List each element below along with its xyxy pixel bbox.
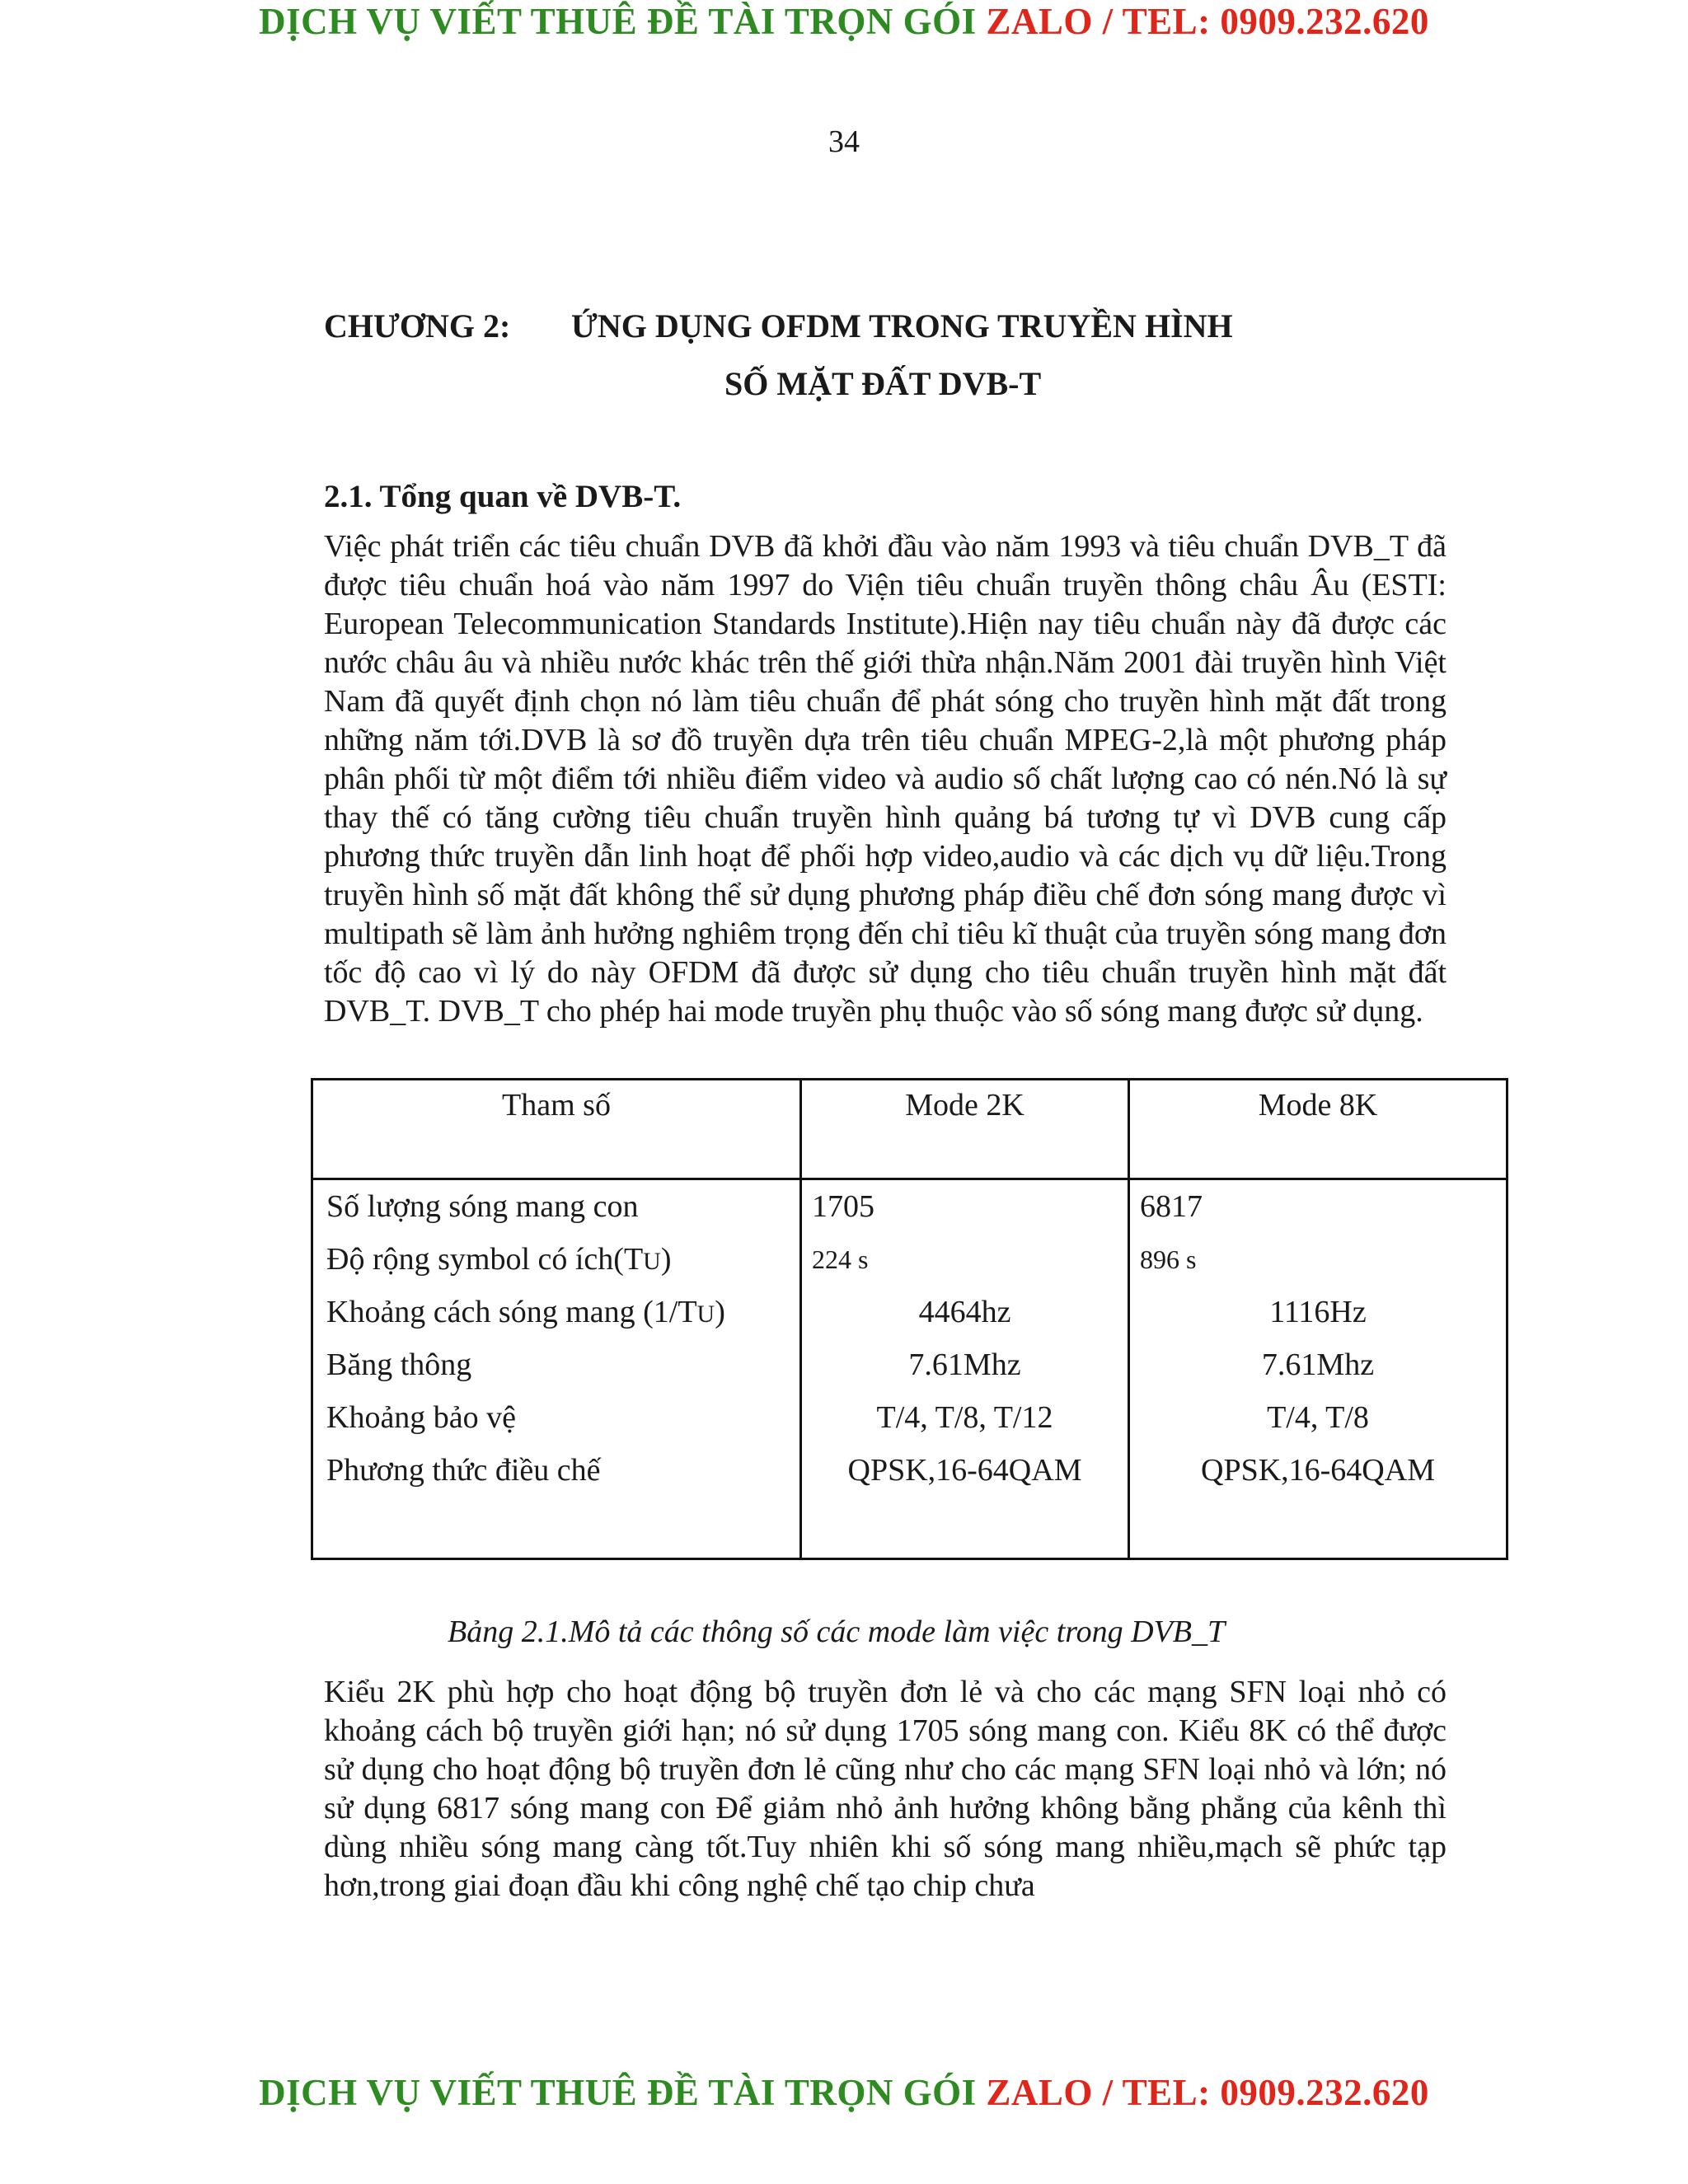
mode8k-bandwidth: 7.61Mhz bbox=[1261, 1347, 1375, 1382]
table-body-row bbox=[312, 1179, 1507, 1559]
mode2k-modulation: QPSK,16-64QAM bbox=[847, 1453, 1082, 1488]
param-symbol-width: Độ rộng symbol có ích(TU) bbox=[326, 1242, 672, 1277]
header-mode-2k: Mode 2K bbox=[801, 1080, 1129, 1179]
page-number: 34 bbox=[828, 124, 860, 159]
mode2k-symbol-width: 224 s bbox=[812, 1244, 869, 1274]
mode8k-modulation: QPSK,16-64QAM bbox=[1201, 1453, 1435, 1488]
param-subcarriers: Số lượng sóng mang con bbox=[326, 1189, 639, 1224]
header-banner bbox=[0, 0, 1688, 43]
mode8k-subcarriers: 6817 bbox=[1140, 1189, 1203, 1224]
header-param: Tham số bbox=[312, 1080, 801, 1179]
section-heading: 2.1. Tổng quan về DVB-T. bbox=[324, 479, 682, 514]
banner-contact-text: ZALO / TEL: 0909.232.620 bbox=[986, 1, 1429, 42]
parameters-table bbox=[311, 1078, 1508, 1560]
mode-8k-column bbox=[1129, 1179, 1507, 1559]
param-guard-interval: Khoảng bảo vệ bbox=[326, 1400, 517, 1435]
mode8k-symbol-width: 896 s bbox=[1140, 1244, 1197, 1274]
chapter-title-line1: ỨNG DỤNG OFDM TRONG TRUYỀN HÌNH bbox=[571, 307, 1233, 344]
param-bandwidth: Băng thông bbox=[326, 1347, 472, 1382]
mode2k-bandwidth: 7.61Mhz bbox=[908, 1347, 1021, 1382]
intro-paragraph: Việc phát triển các tiêu chuẩn DVB đã khởi đầu vào năm 1993 và tiêu chuẩn DVB_T đã được tiêu chuẩn hoá vào năm 1997 do Viện tiêu chuẩn truyền thông châu Âu (ESTI: European Telecommunication Standards Institute).Hiện nay tiêu chuẩn này đã được các nước châu âu và nhiều nước khác trên thế giới thừa nhận.Năm 2001 đài truyền hình Việt Nam đã quyết định chọn nó làm tiêu chuẩn để phát sóng cho truyền hình mặt đất trong những năm tới.DVB là sơ đồ truyền dựa trên tiêu chuẩn MPEG-2,là một phương pháp phân phối từ một điểm tới nhiều điểm video và audio số chất lượng cao có nén.Nó là sự thay thế có tăng cường tiêu chuẩn truyền hình quảng bá tương tự vì DVB cung cấp phương thức truyền dẫn linh hoạt để phối hợp video,audio và các dịch vụ dữ liệu.Trong truyền hình số mặt đất không thể sử dụng phương pháp điều chế đơn sóng mang được vì multipath sẽ làm ảnh hưởng nghiêm trọng đến chỉ tiêu kĩ thuật của truyền sóng mang đơn tốc độ cao vì lý do này OFDM đã được sử dụng cho tiêu chuẩn truyền hình mặt đất DVB_T. DVB_T cho phép hai mode truyền phụ thuộc vào số sóng mang được sử dụng. bbox=[324, 529, 1447, 1029]
header-mode-8k: Mode 8K bbox=[1129, 1080, 1507, 1179]
banner-service-text: DỊCH VỤ VIẾT THUÊ ĐỀ TÀI TRỌN GÓI bbox=[259, 1, 977, 42]
mode2k-guard-interval: T/4, T/8, T/12 bbox=[876, 1400, 1053, 1435]
footer-service-text: DỊCH VỤ VIẾT THUÊ ĐỀ TÀI TRỌN GÓI bbox=[259, 2072, 977, 2113]
footer-contact-text: ZALO / TEL: 0909.232.620 bbox=[986, 2072, 1429, 2113]
param-column bbox=[312, 1179, 801, 1559]
table-header-row bbox=[312, 1080, 1507, 1179]
mode8k-carrier-spacing: 1116Hz bbox=[1269, 1295, 1367, 1329]
chapter-title-line2: SỐ MẶT ĐẤT DVB-T bbox=[724, 365, 1042, 402]
chapter-heading bbox=[324, 307, 1233, 345]
footer-banner bbox=[0, 2071, 1688, 2114]
mode2k-carrier-spacing: 4464hz bbox=[918, 1295, 1011, 1329]
mode2k-subcarriers: 1705 bbox=[812, 1189, 874, 1224]
chapter-label: CHƯƠNG 2: bbox=[324, 307, 511, 344]
mode8k-guard-interval: T/4, T/8 bbox=[1267, 1400, 1369, 1435]
param-modulation: Phương thức điều chế bbox=[326, 1453, 601, 1488]
param-carrier-spacing: Khoảng cách sóng mang (1/TU) bbox=[326, 1295, 725, 1329]
table-caption: Bảng 2.1.Mô tả các thông số các mode làm việc trong DVB_T bbox=[448, 1615, 1226, 1649]
mode-description-paragraph: Kiểu 2K phù hợp cho hoạt động bộ truyền đơn lẻ và cho các mạng SFN loại nhỏ có khoảng cách bộ truyền giới hạn; nó sử dụng 1705 sóng mang con. Kiểu 8K có thể được sử dụng cho hoạt động bộ truyền đơn lẻ cũng như cho các mạng SFN loại nhỏ và lớn; nó sử dụng 6817 sóng mang con Để giảm nhỏ ảnh hưởng không bằng phẳng của kênh thì dùng nhiều sóng mang càng tốt.Tuy nhiên khi số sóng mang nhiều,mạch sẽ phức tạp hơn,trong giai đoạn đầu khi công nghệ chế tạo chip chưa bbox=[324, 1675, 1447, 1903]
mode-2k-column bbox=[801, 1179, 1129, 1559]
